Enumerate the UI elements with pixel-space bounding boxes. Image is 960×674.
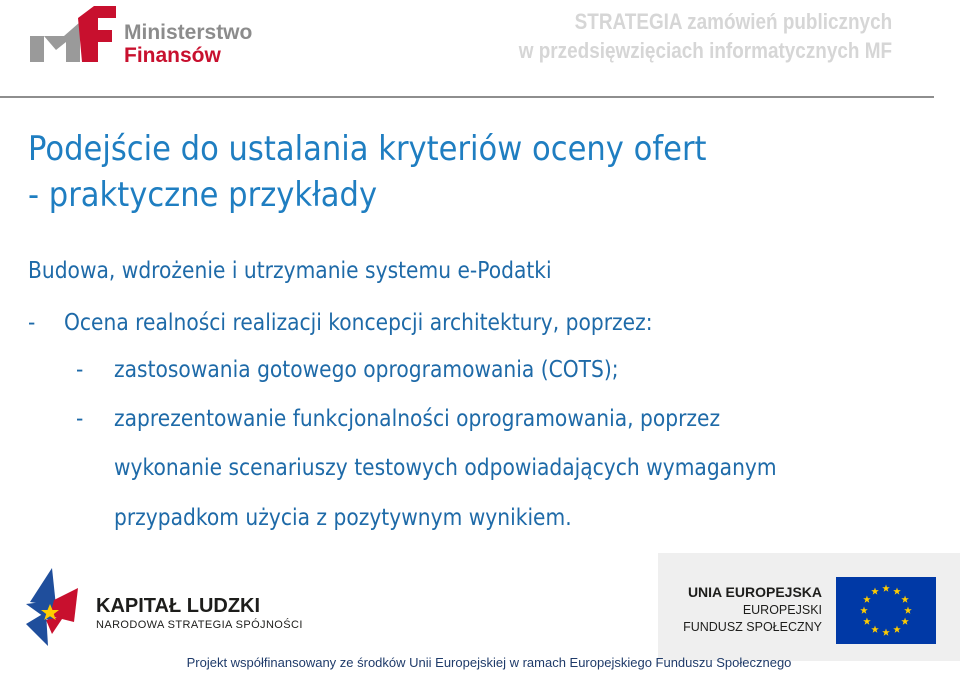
esf-name-line2: FUNDUSZ SPOŁECZNY [683, 620, 822, 634]
cofinancing-note: Projekt współfinansowany ze środków Unii Europejskiej w ramach Europejskiego Funduszu Społecznego [186, 655, 792, 670]
eu-flag-icon [836, 577, 936, 644]
slide-subtitle: Budowa, wdrożenie i utrzymanie systemu e-Podatki [28, 258, 552, 284]
sub-bullet-continuation: przypadkom użycia z pozytywnym wynikiem. [114, 505, 572, 531]
slide-title-line1: Podejście do ustalania kryteriów oceny ofert [28, 129, 707, 169]
header-title-line2: w przedsięwzięciach informatycznych MF [518, 38, 892, 63]
bullet-text: Ocena realności realizacji koncepcji architektury, poprzez: [64, 310, 653, 336]
header-divider [0, 96, 934, 98]
kapital-ludzki-name: KAPITAŁ LUDZKI [96, 595, 261, 617]
bullet-dash: - [28, 310, 36, 336]
sub-bullet-dash: - [76, 357, 84, 383]
sub-bullet-dash: - [76, 406, 84, 432]
eu-name: UNIA EUROPEJSKA [687, 584, 822, 600]
esf-name-line1: EUROPEJSKI [742, 603, 822, 617]
kapital-ludzki-subtitle: NARODOWA STRATEGIA SPÓJNOŚCI [96, 619, 303, 631]
ministry-name-line1: Ministerstwo [124, 21, 253, 44]
slide-title-line2: - praktyczne przykłady [28, 175, 378, 215]
header-title-line1: STRATEGIA zamówień publicznych [574, 9, 892, 34]
sub-bullet-text: zastosowania gotowego oprogramowania (COTS); [114, 357, 619, 383]
ministry-name-line2: Finansów [124, 44, 221, 67]
sub-bullet-text: zaprezentowanie funkcjonalności oprogramowania, poprzez [114, 406, 721, 432]
mf-logo-icon [28, 2, 118, 66]
sub-bullet-continuation: wykonanie scenariuszy testowych odpowiadających wymaganym [114, 455, 777, 481]
kapital-ludzki-logo-icon [24, 566, 80, 648]
